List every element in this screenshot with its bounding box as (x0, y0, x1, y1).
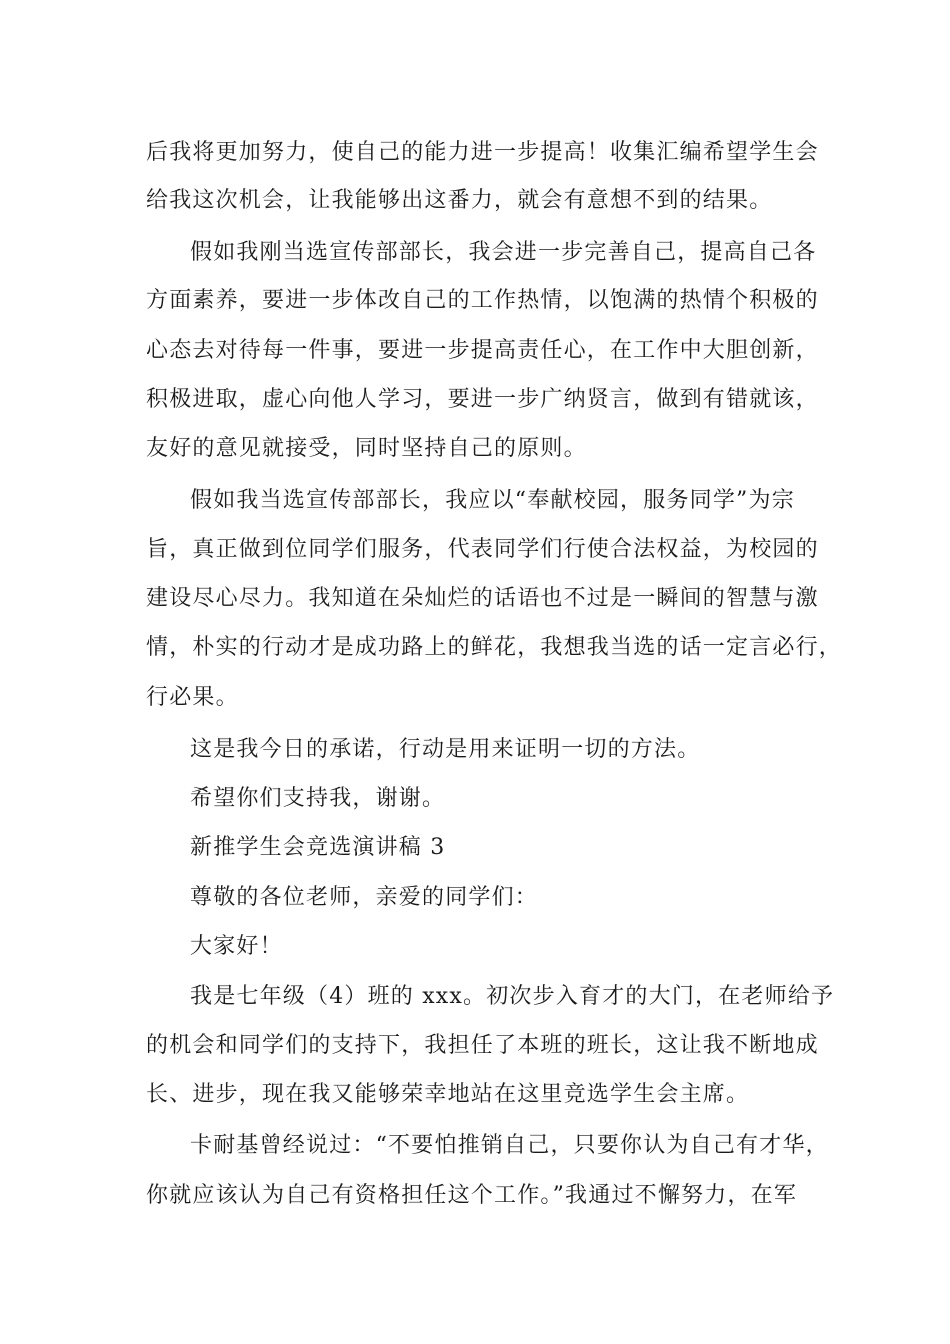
paragraph-start-line: 希望你们支持我，谢谢。 (190, 786, 446, 811)
text-line: 给我这次机会，让我能够出这番力，就会有意想不到的结果。 (146, 188, 773, 213)
text-line: 友好的意见就接受，同时坚持自己的原则。 (146, 436, 587, 461)
text-line: 的机会和同学们的支持下，我担任了本班的班长，这让我不断地成 (146, 1033, 819, 1058)
paragraph-start-line: 假如我当选宣传部部长，我应以“奉献校园，服务同学”为宗 (190, 488, 795, 513)
text-line: 长、进步，现在我又能够荣幸地站在这里竞选学生会主席。 (146, 1082, 750, 1107)
text-line: 建设尽心尽力。我知道在朵灿烂的话语也不过是一瞬间的智慧与激 (146, 586, 819, 611)
greeting: 大家好！ (190, 934, 283, 959)
text-line: 后我将更加努力，使自己的能力进一步提高！收集汇编希望学生会 (146, 140, 819, 165)
paragraph-start-line: 卡耐基曾经说过：“不要怕推销自己，只要你认为自己有才华， (190, 1133, 829, 1158)
paragraph-start-line: 这是我今日的承诺，行动是用来证明一切的方法。 (190, 737, 701, 762)
text-line: 情，朴实的行动才是成功路上的鲜花，我想我当选的话一定言必行， (146, 635, 843, 660)
paragraph-start-line: 我是七年级（4）班的 xxx。初次步入育才的大门，在老师给予 (190, 984, 835, 1009)
paragraph-start-line: 假如我刚当选宣传部部长，我会进一步完善自己，提高自己各 (190, 240, 817, 265)
text-line: 你就应该认为自己有资格担任这个工作。”我通过不懈努力，在军 (146, 1183, 798, 1208)
text-line: 旨，真正做到位同学们服务，代表同学们行使合法权益，为校园的 (146, 537, 819, 562)
section-title: 新推学生会竞选演讲稿 3 (190, 835, 446, 860)
salutation: 尊敬的各位老师，亲爱的同学们： (190, 885, 539, 910)
text-line: 行必果。 (146, 685, 239, 710)
text-line: 积极进取，虚心向他人学习，要进一步广纳贤言，做到有错就该， (146, 387, 819, 412)
text-line: 心态去对待每一件事，要进一步提高责任心，在工作中大胆创新， (146, 338, 819, 363)
text-line: 方面素养，要进一步体改自己的工作热情，以饱满的热情个积极的 (146, 288, 819, 313)
